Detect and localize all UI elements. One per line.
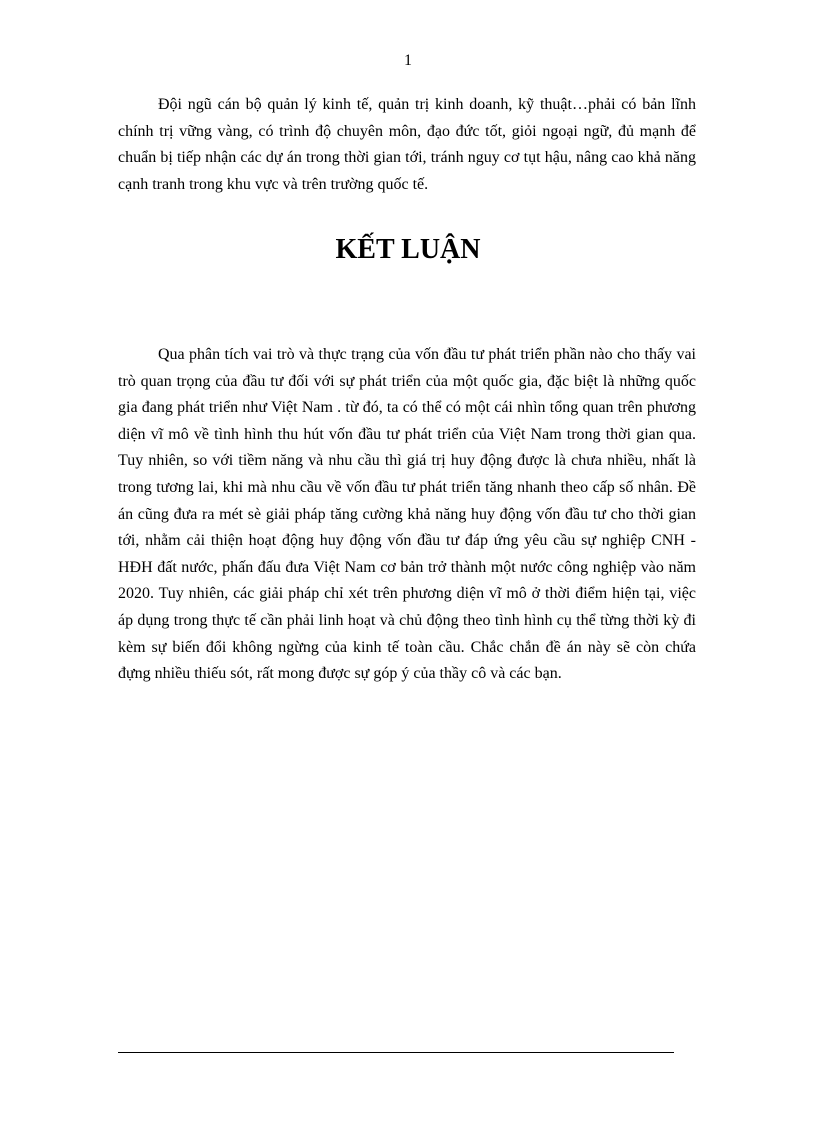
footnote-separator-line xyxy=(118,1052,674,1053)
section-heading: KẾT LUẬN xyxy=(335,234,481,265)
intro-paragraph: Đội ngũ cán bộ quản lý kinh tế, quản trị kinh doanh, kỹ thuật…phải có bản lĩnh chính trị vững vàng, có trình độ chuyên môn, đạo đức tốt, giỏi ngoại ngữ, đủ mạnh để chuẩn bị tiếp nhận các dự án trong thời gian tới, tránh nguy cơ tụt hậu, nâng cao khả năng cạnh tranh trong khu vực và trên trường quốc tế. xyxy=(118,96,696,193)
page-number: 1 xyxy=(404,52,412,69)
conclusion-paragraph: Qua phân tích vai trò và thực trạng của vốn đầu tư phát triển phần nào cho thấy vai trò quan trọng của đầu tư đối với sự phát triển của một quốc gia, đặc biệt là những quốc gia đang phát triển như Việt Nam . từ đó, ta có thể có một cái nhìn tổng quan trên phương diện vĩ mô về tình hình thu hút vốn đầu tư phát triển của Việt Nam trong thời gian qua. Tuy nhiên, so với tiềm năng và nhu cầu thì giá trị huy động được là chưa nhiều, nhất là trong tương lai, khi mà nhu cầu về vốn đầu tư phát triển tăng nhanh theo cấp số nhân. Đề án cũng đưa ra mét sè giải pháp tăng cường khả năng huy động vốn đầu tư cho thời gian tới, nhằm cải thiện hoạt động huy động vốn đầu tư đáp ứng yêu cầu sự nghiệp CNH - HĐH đất nước, phấn đấu đưa Việt Nam cơ bản trở thành một nước công nghiệp vào năm 2020. Tuy nhiên, các giải pháp chỉ xét trên phương diện vĩ mô ở thời điểm hiện tại, việc áp dụng trong thực tế cần phải linh hoạt và chủ động theo tình hình cụ thể từng thời kỳ đi kèm sự biến đổi không ngừng của kinh tế toàn cầu. Chắc chắn đề án này sẽ còn chứa đựng nhiều thiếu sót, rất mong được sự góp ý của thầy cô và các bạn. xyxy=(118,346,696,683)
